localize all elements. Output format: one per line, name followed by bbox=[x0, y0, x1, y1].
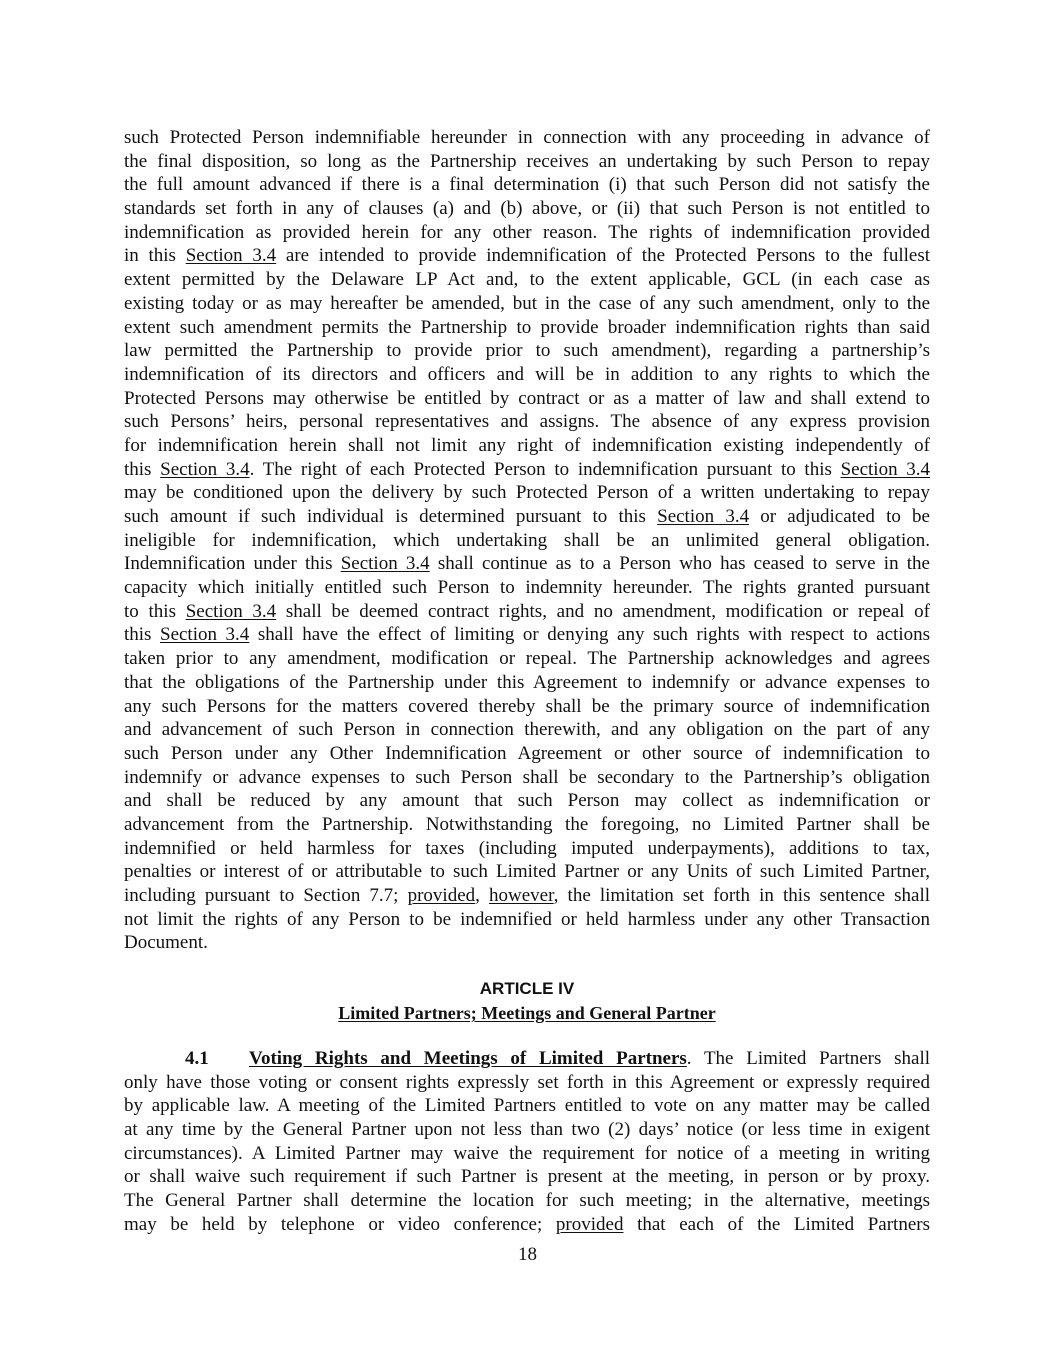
section-number: 4.1 bbox=[185, 1048, 209, 1069]
text-run: , bbox=[475, 885, 490, 906]
text-run: the final disposition, so long as the Partnership receives an undertaking by such Person to repay bbox=[124, 150, 930, 172]
section-first-line-text: . The Limited Partners shall bbox=[686, 1048, 931, 1069]
para1-line bbox=[124, 860, 930, 884]
section-4-1 bbox=[124, 1047, 930, 1237]
para1-line bbox=[124, 695, 930, 719]
text-run: the full amount advanced if there is a final determination (i) that such Person did not satisfy the bbox=[124, 174, 930, 196]
para1-line bbox=[124, 150, 930, 174]
cross-reference: however bbox=[489, 885, 554, 906]
cross-reference: Section 3.4 bbox=[160, 458, 250, 480]
text-run: standards set forth in any of clauses (a) and (b) above, or (ii) that such Person is not entitled to bbox=[124, 198, 930, 220]
sec41-line bbox=[124, 1142, 930, 1166]
para1-line bbox=[124, 221, 930, 245]
text-run: in this bbox=[124, 245, 186, 267]
text-run: such amount if such individual is determined pursuant to this bbox=[124, 506, 658, 527]
text-run: ineligible for indemnification, which undertaking shall be an unlimited general obligation. bbox=[124, 529, 930, 551]
text-run: The General Partner shall determine the location for such meeting; in the alternative, meetings bbox=[124, 1190, 930, 1212]
para1-line bbox=[124, 576, 930, 600]
text-run: or adjudicated to be bbox=[749, 506, 930, 527]
para1-line bbox=[124, 268, 930, 292]
text-run: that the obligations of the Partnership under this Agreement to indemnify or advance expenses to bbox=[124, 671, 930, 693]
para1-line bbox=[124, 244, 930, 268]
text-run: taken prior to any amendment, modification or repeal. The Partnership acknowledges and agrees bbox=[124, 648, 930, 670]
para1-line bbox=[124, 197, 930, 221]
para1-line bbox=[124, 789, 930, 813]
text-run: advancement from the Partnership. Notwithstanding the foregoing, no Limited Partner shall be bbox=[124, 813, 930, 835]
text-run: , the limitation set forth in this sentence shall bbox=[553, 885, 931, 906]
cross-reference: Section 3.4 bbox=[185, 600, 277, 622]
text-run: extent permitted by the Delaware LP Act and, to the extent applicable, GCL (in each case as bbox=[124, 269, 930, 291]
section-4-1-first-line bbox=[124, 1047, 930, 1071]
article-number: ARTICLE IV bbox=[479, 979, 575, 998]
text-run: extent such amendment permits the Partnership to provide broader indemnification rights than said bbox=[124, 316, 930, 338]
text-run: this bbox=[124, 458, 161, 480]
text-run: penalties or interest of or attributable to such Limited Partner or any Units of such Limited Partner, bbox=[124, 861, 930, 883]
para1-line bbox=[124, 505, 930, 529]
sec41-line bbox=[124, 1094, 930, 1118]
cross-reference: provided bbox=[407, 885, 476, 906]
para1-line bbox=[124, 481, 930, 505]
text-run: capacity which initially entitled such Person to indemnity hereunder. The rights granted pursuant bbox=[124, 577, 930, 599]
text-run: any such Persons for the matters covered thereby shall be the primary source of indemnification bbox=[124, 695, 930, 717]
para1-line bbox=[124, 126, 930, 150]
para1-line bbox=[124, 552, 930, 576]
para1-line bbox=[124, 363, 930, 387]
para1-line bbox=[124, 718, 930, 742]
text-run: by applicable law. A meeting of the Limited Partners entitled to vote on any matter may be called bbox=[124, 1095, 930, 1117]
article-title: Limited Partners; Meetings and General Partner bbox=[338, 1003, 716, 1023]
text-run: this bbox=[124, 624, 160, 646]
text-run: for indemnification herein shall not limit any right of indemnification existing independently of bbox=[124, 434, 930, 456]
para1-line bbox=[124, 410, 930, 434]
cross-reference: provided bbox=[555, 1213, 624, 1235]
text-run: Document. bbox=[124, 932, 208, 954]
cross-reference: Section 3.4 bbox=[657, 506, 750, 527]
text-run: shall continue as to a Person who has ceased to serve in the bbox=[429, 553, 930, 575]
text-run: at any time by the General Partner upon not less than two (2) days’ notice (or less time in exigent bbox=[124, 1119, 930, 1141]
cross-reference: Section 3.4 bbox=[840, 458, 931, 480]
para1-line bbox=[124, 742, 930, 766]
para1-line bbox=[124, 908, 930, 932]
section-4-1-body bbox=[124, 1071, 930, 1237]
para1-line bbox=[124, 292, 930, 316]
text-run: circumstances). A Limited Partner may waive the requirement for notice of a meeting in writing bbox=[124, 1142, 930, 1164]
para1-line bbox=[124, 766, 930, 790]
text-run: indemnification as provided herein for any other reason. The rights of indemnification provided bbox=[124, 221, 930, 243]
text-run: shall have the effect of limiting or denying any such rights with respect to actions bbox=[249, 624, 930, 646]
sec41-line bbox=[124, 1213, 930, 1237]
text-run: including pursuant to Section 7.7; bbox=[124, 885, 408, 906]
para1-line bbox=[124, 837, 930, 861]
text-run: that each of the Limited Partners bbox=[623, 1213, 930, 1235]
sec41-line bbox=[124, 1189, 930, 1213]
section-title: Voting Rights and Meetings of Limited Partners bbox=[249, 1048, 687, 1069]
para1-line bbox=[124, 671, 930, 695]
text-run: such Protected Person indemnifiable hereunder in connection with any proceeding in advance of bbox=[124, 127, 930, 148]
para1-line bbox=[124, 647, 930, 671]
page-number: 18 bbox=[518, 1244, 537, 1265]
para1-line bbox=[124, 529, 930, 553]
text-run: indemnify or advance expenses to such Person shall be secondary to the Partnership’s obligation bbox=[124, 766, 930, 788]
text-run: may be held by telephone or video conference; bbox=[124, 1213, 556, 1235]
indemnification-paragraph bbox=[124, 126, 930, 955]
text-run: Protected Persons may otherwise be entitled by contract or as a matter of law and shall extend to bbox=[124, 387, 930, 409]
text-run: to this bbox=[124, 600, 186, 622]
text-run: indemnified or held harmless for taxes (including imputed underpayments), additions to tax, bbox=[124, 837, 930, 859]
text-run: law permitted the Partnership to provide prior to such amendment), regarding a partnership’s bbox=[124, 340, 930, 362]
text-run: such Person under any Other Indemnification Agreement or other source of indemnification to bbox=[124, 742, 930, 764]
text-run: only have those voting or consent rights expressly set forth in this Agreement or expressly required bbox=[124, 1071, 930, 1093]
para1-line bbox=[124, 173, 930, 197]
cross-reference: Section 3.4 bbox=[185, 245, 277, 267]
text-run: existing today or as may hereafter be amended, but in the case of any such amendment, only to the bbox=[124, 292, 930, 314]
text-run: . The right of each Protected Person to indemnification pursuant to this bbox=[249, 458, 841, 480]
sec41-line bbox=[124, 1165, 930, 1189]
para1-line bbox=[124, 387, 930, 411]
para1-line bbox=[124, 600, 930, 624]
para1-line bbox=[124, 458, 930, 482]
text-run: and shall be reduced by any amount that such Person may collect as indemnification or bbox=[124, 790, 930, 812]
para1-line bbox=[124, 813, 930, 837]
text-run: Indemnification under this bbox=[124, 553, 341, 575]
sec41-line bbox=[124, 1118, 930, 1142]
text-run: are intended to provide indemnification of the Protected Persons to the fullest bbox=[276, 245, 930, 267]
cross-reference: Section 3.4 bbox=[340, 553, 430, 575]
text-run: such Persons’ heirs, personal representatives and assigns. The absence of any express provision bbox=[124, 411, 930, 433]
sec41-line bbox=[124, 1071, 930, 1095]
text-run: not limit the rights of any Person to be indemnified or held harmless under any other Transaction bbox=[124, 908, 930, 930]
text-run: or shall waive such requirement if such Partner is present at the meeting, in person or by proxy. bbox=[124, 1166, 930, 1188]
text-run: and advancement of such Person in connection therewith, and any obligation on the part of any bbox=[124, 719, 930, 741]
text-run: indemnification of its directors and officers and will be in addition to any rights to which the bbox=[124, 363, 930, 385]
text-run: may be conditioned upon the delivery by such Protected Person of a written undertaking to repay bbox=[124, 482, 930, 504]
para1-line bbox=[124, 339, 930, 363]
para1-line bbox=[124, 931, 930, 955]
text-run: shall be deemed contract rights, and no amendment, modification or repeal of bbox=[276, 600, 931, 622]
para1-line bbox=[124, 884, 930, 908]
para1-line bbox=[124, 434, 930, 458]
cross-reference: Section 3.4 bbox=[160, 624, 250, 646]
para1-line bbox=[124, 316, 930, 340]
para1-line bbox=[124, 623, 930, 647]
